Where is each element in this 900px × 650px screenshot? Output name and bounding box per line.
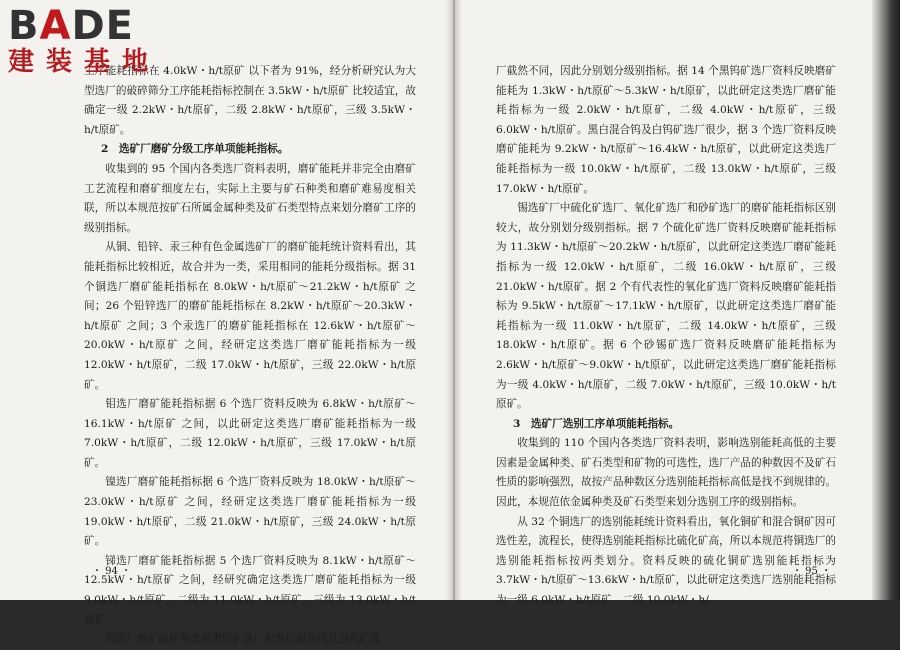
logo-wordmark: BADE bbox=[8, 3, 134, 49]
left-page-number: ・ 94 ・ bbox=[92, 566, 132, 577]
book-gutter bbox=[446, 0, 462, 600]
left-paragraph-5: 钼选厂磨矿能耗指标据 6 个选厂资料反映为 6.8kW・h/t原矿～16.1kW・h/t原矿 之间，以此研定这类选厂磨矿能耗指标为一级 7.0kW・h/t原矿，二级 12.0kW・h/t原矿，三级 17.0kW・h/t原矿。 bbox=[84, 398, 416, 469]
bade-logo bbox=[8, 3, 178, 84]
left-paragraph-7: 锑选厂磨矿能耗指标据 5 个选厂资料反映为 8.1kW・h/t原矿～12.5kW・h/t原矿 之间，经研究确定这类选厂磨矿能耗指标为一级 9.0kW・h/t原矿，二级为 11.0kW・h/t原矿，三级为 13.0kW・h/t原矿。 bbox=[84, 554, 416, 626]
right-page-text bbox=[496, 62, 836, 611]
right-paragraph-1: 厂截然不同，因此分别划分级别指标。据 14 个黑钨矿选厂资料反映磨矿能耗为 1.3kW・h/t原矿～5.3kW・h/t原矿，以此研定这类选厂磨矿能耗指标为一级 2.0kW・h/t原矿，二级 4.0kW・h/t原矿，三级 6.0kW・h/t原矿。黑白混合钨及白钨矿选厂很少，据 3 个选厂资料反映磨矿能耗为 9.2kW・h/t原矿～16.4kW・h/t原矿，以此研定这类选厂能耗指标为一级 10.0kW・h/t原矿，二级 13.0kW・h/t原矿，三级 17.0kW・h/t原矿。 bbox=[496, 65, 836, 195]
logo-chinese-text: 建装基地 bbox=[8, 47, 161, 77]
right-paragraph-4: 收集到的 110 个国内各类选厂资料表明，影响选别能耗高低的主要因素是金属种类、矿石类型和矿物的可选性，选厂产品的种数因不及矿石性质的影响强烈，故按产品种数区分选别能耗指标高低是找不到规律的。因此，本规范依金属种类及矿石类型来划分选别工序的级别指标。 bbox=[496, 437, 836, 509]
left-page-text bbox=[84, 62, 416, 650]
left-paragraph-6: 镍选厂磨矿能耗指标据 6 个选厂资料反映为 18.0kW・h/t原矿～23.0kW・h/t原矿 之间，经研定这类选厂磨矿能耗指标为一级 19.0kW・h/t原矿，二级 21.0kW・h/t原矿，三级 24.0kW・h/t原矿。 bbox=[84, 476, 416, 548]
right-page-number: ・ 95 ・ bbox=[792, 566, 832, 577]
section-heading-2: 2 选矿厂磨矿分级工序单项能耗指标。 bbox=[100, 143, 289, 156]
left-paragraph-1: 工序能耗指标在 4.0kW・h/t原矿 以下者为 91%，经分析研究认为大型选厂的破碎筛分工序能耗指标控制在 3.5kW・h/t原矿 比较适宜，故确定一级 2.2kW・h/t原矿，二级 2.8kW・h/t原矿，三级 3.5kW・h/t原矿。 bbox=[84, 65, 416, 136]
left-paragraph-8: 钨选厂磨矿能耗考虑到黑钨矿选厂和黑白混合钨及白钨矿选 bbox=[105, 633, 381, 646]
section-heading-3: 3 选矿厂选别工序单项能耗指标。 bbox=[512, 417, 680, 430]
page-edge-shadow bbox=[872, 0, 900, 600]
right-paragraph-5: 从 32 个铜选厂的选别能耗统计资料看出，氧化铜矿和混合铜矿因可选性差，流程长，使得选别能耗指标比硫化矿高，所以本规范将铜选厂的选别能耗指标按两类划分。资料反映的硫化铜矿选别能耗指标为 3.7kW・h/t原矿～13.6kW・h/t原矿，以此研定这类选厂选别能耗指标为一级 6.0kW・h/t原矿，二级 10.0kW・h/ bbox=[496, 515, 836, 607]
left-paragraph-3: 收集到的 95 个国内各类选厂资料表明，磨矿能耗并非完全由磨矿工艺流程和磨矿细度左右，实际上主要与矿石种类和磨矿难易度相关联，所以本规范按矿石所属金属种类及矿石类型特点来划分磨矿工序的级别指标。 bbox=[84, 162, 416, 234]
right-paragraph-2: 锡选矿厂中硫化矿选厂、氧化矿选厂和砂矿选厂的磨矿能耗指标区别较大，故分别划分级别指标。据 7 个硫化矿选厂资料反映磨矿能耗指标为 11.3kW・h/t原矿～20.2kW・h/t原矿，以此研定这类选厂磨矿能耗指标为一级 12.0kW・h/t原矿，二级 16.0kW・h/t原矿，三级 21.0kW・h/t原矿。据 2 个有代表性的氧化矿选厂资料反映磨矿能耗指标为 9.5kW・h/t原矿～17.1kW・h/t原矿，以此研定这类选厂磨矿能耗指标为一级 11.0kW・h/t原矿，二级 14.0kW・h/t原矿，三级 18.0kW・h/t原矿。据 6 个砂锡矿选厂资料反映磨矿能耗指标为 2.6kW・h/t原矿～9.0kW・h/t原矿，以此研定这类选厂磨矿能耗指标为一级 4.0kW・h/t原矿，二级 7.0kW・h/t原矿，三级 10.0kW・h/t原矿。 bbox=[496, 202, 836, 411]
left-paragraph-4: 从铜、铅锌、汞三种有色金属选矿厂的磨矿能耗统计资料看出，其能耗指标比较相近，故合并为一类，采用相同的能耗分级指标。据 31 个铜选厂磨矿能耗指标在 8.0kW・h/t原矿～21.2kW・h/t原矿 之间；26 个铅锌选厂的磨矿能耗指标在 8.2kW・h/t原矿～20.3kW・h/t原矿 之间；3 个汞选厂的磨矿能耗指标在 12.6kW・h/t原矿～20.0kW・h/t原矿 之间，经研定这类选厂磨矿能耗指标为一级 12.0kW・h/t原矿，二级 17.0kW・h/t原矿，三级 22.0kW・h/t原矿。 bbox=[84, 241, 416, 391]
